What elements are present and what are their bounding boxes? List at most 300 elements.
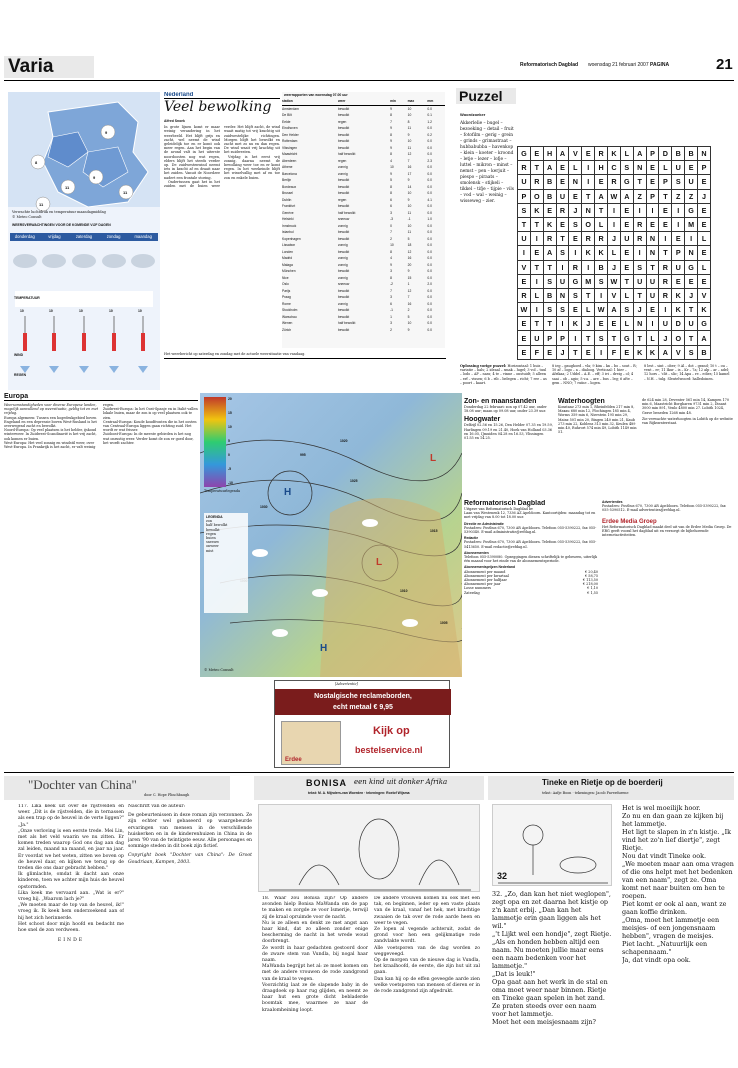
grid-letter[interactable]: A [543,246,556,260]
grid-letter[interactable]: G [620,175,633,189]
grid-letter[interactable]: R [556,203,569,217]
grid-letter[interactable]: I [659,232,672,246]
table-cell: bewolkt [337,113,350,118]
grid-letter[interactable]: B [543,189,556,203]
grid-letter[interactable]: K [633,345,646,359]
water-text-right: de 624 min 28, Deventer 561 min 14, Kampen 170 min 6, Maastricht Borgharen 9731 min 2, Dinant 3000 min 891, Venlo 4800 min 27. Lobith 1024, Grave beneden 1268 min 48. [642,398,729,415]
china-para: „Ja." [18,822,29,828]
table-cell: 8 [390,184,392,189]
grid-letter[interactable]: L [582,303,595,317]
grid-letter[interactable]: T [530,161,543,175]
solution-col: 8 lest – sint – ober; 9 Al – dot – grand; 10 t – ou – vent – er; 11 Ikur – is – Kr – 7a; 12 alp – ar – adel; 12 hors – 'clit – slic; 14 Apa – re – edies; 15 kamel – N.H. – tulg. Sleutelwoord: halledoinen. [644,364,730,381]
grid-letter[interactable]: Z [685,189,698,203]
grid-letter[interactable]: P [659,175,672,189]
grid-letter[interactable]: I [530,232,543,246]
grid-letter[interactable]: N [633,161,646,175]
grid-letter[interactable]: J [685,288,698,302]
grid-letter[interactable]: M [582,274,595,288]
grid-letter[interactable]: E [620,345,633,359]
grid-letter[interactable]: H [595,161,608,175]
grid-letter[interactable]: T [659,189,672,203]
grid-letter[interactable]: R [595,147,608,161]
grid-letter[interactable]: S [543,274,556,288]
grid-letter[interactable]: T [620,274,633,288]
grid-letter[interactable]: P [646,147,659,161]
grid-letter[interactable]: G [685,203,698,217]
grid-letter[interactable]: I [672,217,685,231]
grid-letter[interactable]: B [543,175,556,189]
grid-letter[interactable]: K [672,288,685,302]
grid-letter[interactable]: R [518,288,531,302]
grid-letter[interactable]: I [608,217,621,231]
grid-letter[interactable]: W [595,303,608,317]
grid-letter[interactable]: B [672,147,685,161]
grid-letter[interactable]: E [556,175,569,189]
grid-letter[interactable]: S [543,303,556,317]
grid-letter[interactable]: E [646,217,659,231]
grid-letter[interactable]: E [530,147,543,161]
grid-letter[interactable]: T [530,317,543,331]
solution-col: 8 ieg – gaughoed – vla; 9 kim – kn – bo – sout – R; 10 af – logo – a – dialoog. Verticaal: 1 hier – Afrikaa; 2 Uddel – A.E. – eff; 3 ivi – dreig – ol; 4 saai – ob – agio; 5 v.a. – are – bus – leg; 6 afte – gem – NNO; 7 ruïne – logen. [552,364,637,385]
dir-title: Directie en Administratie [464,521,504,526]
table-cell: bewolkt [337,132,350,137]
grid-letter[interactable]: K [582,246,595,260]
grid-letter[interactable]: K [595,246,608,260]
grid-letter[interactable]: R [569,260,582,274]
grid-letter[interactable]: U [685,175,698,189]
table-cell: 10 [407,106,412,111]
grid-letter[interactable]: T [569,345,582,359]
grid-letter[interactable]: P [543,331,556,345]
grid-letter[interactable]: M [685,217,698,231]
grid-letter[interactable]: I [608,203,621,217]
grid-letter[interactable]: E [595,317,608,331]
grid-letter[interactable]: C [608,161,621,175]
rate-cell: Abonnement per jaar [464,582,501,587]
table-cell: Berlijn [282,178,292,183]
grid-letter[interactable]: E [518,274,531,288]
puzzle-subtitle: Woordzoeker [460,112,486,117]
ad-brand: Erdee [285,757,302,763]
grid-letter[interactable]: E [582,345,595,359]
grid-letter[interactable]: E [518,345,531,359]
grid-letter[interactable]: L [608,246,621,260]
grid-letter[interactable]: E [646,161,659,175]
grid-letter[interactable]: U [518,232,531,246]
grid-letter[interactable]: J [659,331,672,345]
grid-letter[interactable]: K [608,147,621,161]
grid-letter[interactable]: I [518,246,531,260]
ad-url[interactable]: bestelservice.nl [355,745,423,755]
grid-letter[interactable]: P [518,189,531,203]
grid-letter[interactable]: E [582,147,595,161]
grid-letter[interactable]: S [672,175,685,189]
grid-letter[interactable]: K [569,317,582,331]
table-cell: Eindhoven [282,126,298,131]
grid-letter[interactable]: E [620,203,633,217]
table-cell: 7 [390,288,392,293]
grid-letter[interactable]: U [646,288,659,302]
grid-letter[interactable]: R [633,232,646,246]
grid-letter[interactable]: L [595,217,608,231]
grid-letter[interactable]: T [685,331,698,345]
grid-letter[interactable]: J [633,303,646,317]
grid-letter[interactable]: I [595,288,608,302]
table-cell: 0.0 [427,262,432,267]
legend-item: buien [206,536,216,541]
table-cell: 0.0 [427,243,432,248]
table-cell: 0.0 [427,204,432,209]
table-cell: 0.2 [427,132,432,137]
grid-letter[interactable]: U [685,317,698,331]
grid-letter[interactable]: I [672,203,685,217]
grid-letter[interactable]: U [659,317,672,331]
promo-ad[interactable] [274,680,450,768]
grid-letter[interactable]: T [646,260,659,274]
grid-letter[interactable]: W [518,303,531,317]
table-cell: 9 [407,197,410,202]
grid-letter[interactable]: R [530,175,543,189]
grid-letter[interactable]: R [595,232,608,246]
europe-body [4,403,198,449]
grid-letter[interactable]: W [608,189,621,203]
grid-letter[interactable]: A [633,147,646,161]
grid-letter[interactable]: E [685,274,698,288]
grid-letter[interactable]: E [530,246,543,260]
grid-letter[interactable]: T [685,303,698,317]
grid-letter[interactable]: P [672,246,685,260]
table-cell: -3 [390,217,393,222]
table-cell: 8 [390,249,392,254]
grid-table [517,146,711,360]
grid-letter[interactable]: N [685,246,698,260]
table-cell: regen [337,119,347,124]
grid-letter[interactable]: K [698,303,711,317]
grid-letter[interactable]: E [543,345,556,359]
grid-letter[interactable]: U [646,274,659,288]
grid-letter[interactable]: E [556,161,569,175]
grid-letter[interactable]: A [620,189,633,203]
table-cell: 0.0 [427,106,432,111]
grid-letter[interactable]: K [530,203,543,217]
grid-letter[interactable]: E [620,217,633,231]
grid-letter[interactable]: I [595,345,608,359]
grid-letter[interactable]: V [608,288,621,302]
grid-letter[interactable]: E [646,175,659,189]
grid-letter[interactable]: E [698,175,711,189]
grid-letter[interactable]: L [646,331,659,345]
grid-letter[interactable]: K [543,217,556,231]
grid-letter[interactable]: T [595,203,608,217]
grid-letter[interactable]: J [608,260,621,274]
grid-letter[interactable]: B [698,345,711,359]
grid-letter[interactable]: T [582,331,595,345]
table-cell: Innsbruck [282,223,297,228]
grid-row [518,260,711,274]
grid-letter[interactable]: I [582,175,595,189]
grid-letter[interactable]: P [556,331,569,345]
table-cell: 0.0 [427,256,432,261]
table-cell: half bewolkt [337,152,356,157]
map-caption: Verwachte luchtdruk en temperatuur maandagmiddag [12,210,106,214]
china-para: „We moeten maar de top van de heuvel, ik!" vroeg ik. Ik keek hem onderzoekend aan of hij het zich herinnerde. [18,903,124,921]
grid-letter[interactable]: I [582,260,595,274]
grid-row [518,303,711,317]
grid-letter[interactable]: T [633,288,646,302]
grid-letter[interactable]: U [556,189,569,203]
grid-letter[interactable]: T [633,175,646,189]
grid-letter[interactable]: N [698,147,711,161]
grid-letter[interactable]: E [672,232,685,246]
table-cell: Athene [282,165,293,170]
grid-letter[interactable]: A [595,189,608,203]
grid-letter[interactable]: I [556,260,569,274]
table-cell: 5 [407,236,410,241]
grid-letter[interactable]: T [582,288,595,302]
europe-para: Zuidoost-Europa: In de meeste gebieden is het nog wat onrustig weer. Verder komt de zon er goed door, het wordt zachter. [103,432,194,445]
grid-letter[interactable]: P [698,161,711,175]
grid-letter[interactable]: O [530,189,543,203]
grid-letter[interactable]: G [569,274,582,288]
grid-letter[interactable]: S [685,345,698,359]
grid-letter[interactable]: I [556,317,569,331]
grid-letter[interactable]: T [518,217,531,231]
grid-letter[interactable]: E [608,317,621,331]
grid-letter[interactable]: E [698,217,711,231]
grid-letter[interactable]: L [659,161,672,175]
grid-letter[interactable]: F [608,345,621,359]
grid-letter[interactable]: N [633,317,646,331]
grid-letter[interactable]: D [659,147,672,161]
grid-letter[interactable]: I [646,317,659,331]
table-cell: bewolkt [337,126,350,131]
grid-letter[interactable]: O [672,331,685,345]
grid-letter[interactable]: S [595,331,608,345]
grid-letter[interactable]: N [646,246,659,260]
grid-letter[interactable]: E [556,217,569,231]
grid-letter[interactable]: R [633,217,646,231]
grid-letter[interactable]: K [672,303,685,317]
scale-label: 10 [228,425,232,429]
grid-letter[interactable]: E [620,260,633,274]
grid-letter[interactable]: A [659,345,672,359]
grid-letter[interactable]: R [659,260,672,274]
grid-letter[interactable]: B [685,147,698,161]
grid-letter[interactable]: T [543,317,556,331]
grid-letter[interactable]: I [530,303,543,317]
grid-letter[interactable]: A [698,331,711,345]
grid-letter[interactable]: G [620,331,633,345]
table-cell: 1.2 [427,119,432,124]
grid-letter[interactable]: U [633,274,646,288]
grid-letter[interactable]: L [530,288,543,302]
grid-letter[interactable]: T [659,246,672,260]
grid-letter[interactable]: L [620,288,633,302]
legend-item: half bewolkt [206,523,228,528]
table-cell: 4 [390,256,392,261]
grid-letter[interactable]: I [582,161,595,175]
grid-letter[interactable]: J [569,203,582,217]
puzzle-solution [460,364,732,394]
grid-letter[interactable]: J [698,189,711,203]
grid-letter[interactable]: T [530,260,543,274]
grid-letter[interactable]: D [672,317,685,331]
grid-letter[interactable]: B [543,288,556,302]
grid-letter[interactable]: U [518,175,531,189]
grid-letter[interactable]: N [556,288,569,302]
grid-letter[interactable]: E [685,161,698,175]
grid-letter[interactable]: E [620,246,633,260]
grid-letter[interactable]: G [698,317,711,331]
grid-letter[interactable]: E [698,274,711,288]
grid-letter[interactable]: E [698,246,711,260]
grid-letter[interactable]: G [518,147,531,161]
grid-letter[interactable]: Z [633,189,646,203]
grid-letter[interactable]: E [569,189,582,203]
grid-letter[interactable]: R [659,274,672,288]
grid-letter[interactable]: O [582,217,595,231]
grid-letter[interactable]: T [633,331,646,345]
grid-letter[interactable]: T [608,331,621,345]
grid-letter[interactable]: R [608,175,621,189]
grid-letter[interactable]: N [646,232,659,246]
grid-letter[interactable]: E [698,203,711,217]
table-cell: Dublin [282,197,292,202]
grid-letter[interactable]: S [595,274,608,288]
grid-letter[interactable]: N [569,175,582,189]
grid-letter[interactable]: I [646,203,659,217]
grid-letter[interactable]: K [646,345,659,359]
china-author: door C. Hope Flinchbaugh [144,793,190,797]
grid-letter[interactable]: S [620,303,633,317]
grid-letter[interactable]: L [620,317,633,331]
grid-letter[interactable]: P [646,189,659,203]
table-cell: Den Helder [282,132,299,137]
grid-letter[interactable]: E [569,232,582,246]
grid-letter[interactable]: W [608,274,621,288]
grid-letter[interactable]: J [582,317,595,331]
grid-letter[interactable]: V [672,345,685,359]
grid-letter[interactable]: U [530,331,543,345]
grid-letter[interactable]: I [685,232,698,246]
table-cell: 0.0 [427,152,432,157]
table-cell: 9 [390,139,392,144]
grid-letter[interactable]: I [633,203,646,217]
grid-letter[interactable]: L [698,260,711,274]
grid-row [518,288,711,302]
erdee-text: Het Reformatorisch Dagblad maakt deel uit van de Erdee Media Groep. De ERG geeft vooral het dagblad uit en verzorgt de bijbehorende internetactiviteiten. [602,524,732,538]
table-cell: 0.0 [427,210,432,215]
table-cell: 9 [407,327,410,332]
grid-letter[interactable]: Z [672,189,685,203]
grid-letter[interactable]: E [569,303,582,317]
grid-letter[interactable]: S [556,246,569,260]
grid-letter[interactable]: S [518,203,531,217]
table-cell: 8 [390,132,392,137]
grid-letter[interactable]: I [569,331,582,345]
table-title: weerrapporten van woensdag 07.00 uur [284,93,348,97]
grid-letter[interactable]: E [672,274,685,288]
grid-letter[interactable]: E [518,331,531,345]
map-temp-5: 11 [39,202,44,207]
grid-letter[interactable]: L [620,147,633,161]
table-cell: 0.0 [427,314,432,319]
grid-letter[interactable]: T [530,217,543,231]
grid-letter[interactable]: F [530,345,543,359]
grid-letter[interactable]: B [595,260,608,274]
grid-letter[interactable]: S [569,217,582,231]
grid-letter[interactable]: V [698,288,711,302]
grid-row [518,189,711,203]
grid-letter[interactable]: E [595,175,608,189]
ad-cta: Kijk op [373,725,410,737]
grid-letter[interactable]: U [672,260,685,274]
grid-letter[interactable]: R [543,232,556,246]
grid-letter[interactable]: I [633,246,646,260]
grid-letter[interactable]: S [620,161,633,175]
forecast-temp: 10 [109,309,113,313]
grid-letter[interactable]: E [659,203,672,217]
table-cell: Lissabon [282,243,296,248]
grid-letter[interactable]: G [685,260,698,274]
grid-letter[interactable]: S [633,260,646,274]
grid-letter[interactable]: E [543,203,556,217]
legend-item: onweer [206,544,219,549]
europe-article [4,393,198,661]
grid-letter[interactable]: U [556,274,569,288]
grid-letter[interactable]: J [556,345,569,359]
grid-letter[interactable]: I [530,274,543,288]
table-cell: Warschau [282,314,297,319]
grid-letter[interactable]: V [569,147,582,161]
grid-letter[interactable]: I [569,246,582,260]
grid-letter[interactable]: R [659,288,672,302]
grid-letter[interactable]: E [659,217,672,231]
grid-letter[interactable]: S [569,288,582,302]
table-cell: half bewolkt [337,321,356,326]
grid-letter[interactable]: A [608,303,621,317]
table-cell: 0.0 [427,223,432,228]
forecast-day: donderdag [14,234,35,239]
grid-letter[interactable]: J [608,232,621,246]
grid-letter[interactable]: E [646,303,659,317]
grid-letter[interactable]: N [582,203,595,217]
grid-letter[interactable]: E [518,317,531,331]
grid-letter[interactable]: U [672,161,685,175]
grid-letter[interactable]: T [582,189,595,203]
grid-letter[interactable]: R [582,232,595,246]
grid-letter[interactable]: A [543,161,556,175]
grid-letter[interactable]: T [543,260,556,274]
table-cell: 11 [407,230,412,235]
grid-letter[interactable]: V [518,260,531,274]
grid-letter[interactable]: L [569,161,582,175]
grid-letter[interactable]: A [556,147,569,161]
table-cell: 0.0 [427,327,432,332]
grid-letter[interactable]: R [518,161,531,175]
grid-letter[interactable]: I [659,303,672,317]
grid-letter[interactable]: U [620,232,633,246]
grid-letter[interactable]: L [698,232,711,246]
table-cell: Parijs [282,288,291,293]
table-cell: Amsterdam [282,106,299,111]
table-cell: Zürich [282,327,292,332]
table-cell: 0.0 [427,145,432,150]
grid-letter[interactable]: S [556,303,569,317]
grid-letter[interactable]: H [543,147,556,161]
grid-letter[interactable]: T [556,232,569,246]
table-cell: 7 [407,295,410,300]
